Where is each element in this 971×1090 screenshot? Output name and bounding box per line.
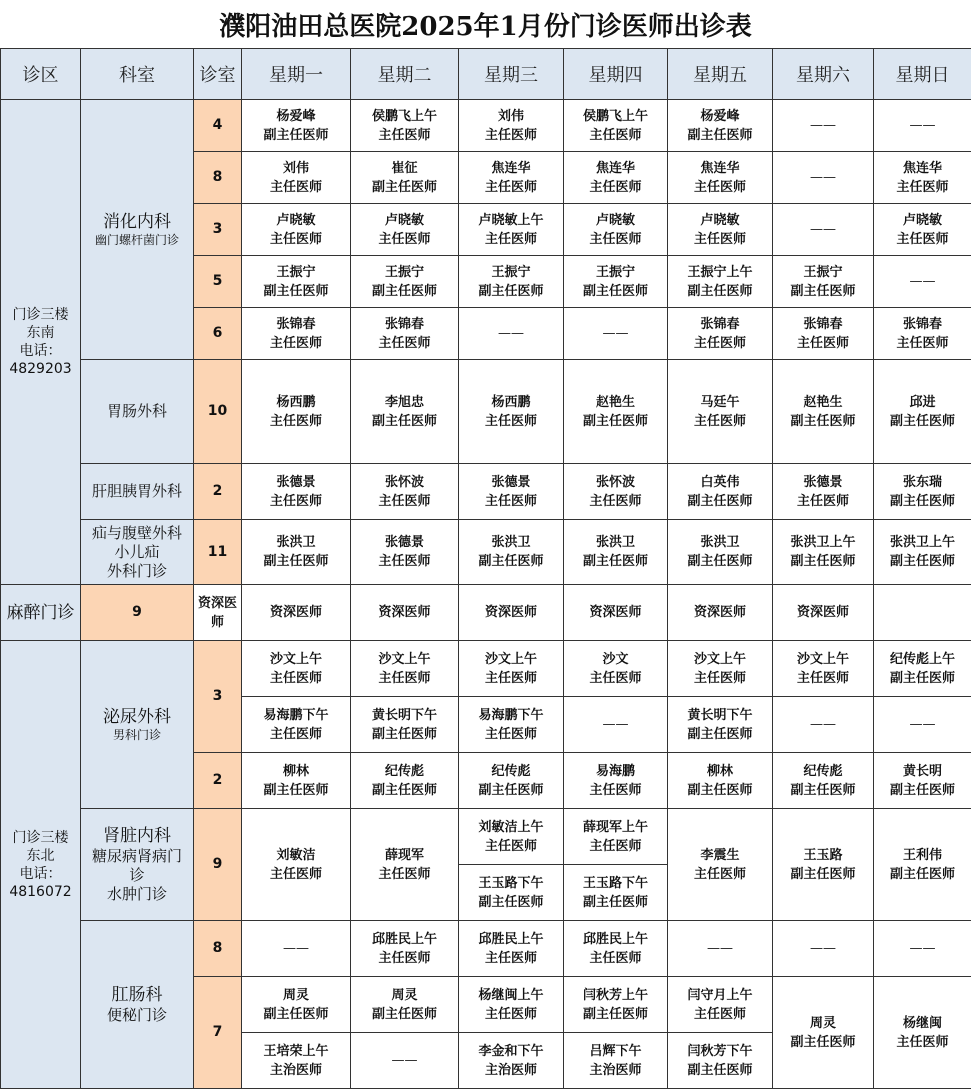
schedule-cell: 沙文上午 主任医师 bbox=[773, 641, 874, 697]
dept-nephro bbox=[81, 809, 194, 921]
schedule-cell: 王振宁 副主任医师 bbox=[773, 256, 874, 308]
schedule-cell: 刘敏洁 主任医师 bbox=[242, 809, 351, 921]
schedule-cell: 王玉路 副主任医师 bbox=[773, 809, 874, 921]
dept-anesth bbox=[1, 585, 81, 641]
schedule-cell: 周灵 副主任医师 bbox=[351, 977, 459, 1033]
schedule-cell: 纪传彪 副主任医师 bbox=[459, 753, 564, 809]
header-thu: 星期四 bbox=[564, 49, 668, 100]
schedule-cell: 张德景 主任医师 bbox=[773, 464, 874, 520]
schedule-cell: 纪传彪上午 副主任医师 bbox=[874, 641, 971, 697]
schedule-cell: 纪传彪 副主任医师 bbox=[773, 753, 874, 809]
schedule-cell: 杨继闽 主任医师 bbox=[874, 977, 971, 1089]
schedule-cell: 资深医师 bbox=[194, 585, 242, 641]
dept-sub: 幽门螺杆菌门诊 bbox=[94, 233, 179, 247]
schedule-cell: 王振宁 副主任医师 bbox=[351, 256, 459, 308]
schedule-cell: 张洪卫上午 副主任医师 bbox=[773, 520, 874, 585]
zone-line: 电话： bbox=[19, 865, 62, 882]
schedule-cell: 吕辉下午 主治医师 bbox=[564, 1033, 668, 1089]
schedule-cell: 张洪卫 副主任医师 bbox=[668, 520, 773, 585]
schedule-cell: 焦连华 主任医师 bbox=[668, 152, 773, 204]
dept-line: 外科门诊 bbox=[106, 561, 167, 580]
room-number: 7 bbox=[194, 977, 242, 1089]
header-wed: 星期三 bbox=[459, 49, 564, 100]
schedule-cell: 卢晓敏 主任医师 bbox=[874, 204, 971, 256]
dept-sub: 便秘门诊 bbox=[106, 1006, 167, 1024]
schedule-cell: 柳林 副主任医师 bbox=[668, 753, 773, 809]
schedule-cell: 王培荣上午 主治医师 bbox=[242, 1033, 351, 1089]
schedule-cell: 王振宁 副主任医师 bbox=[564, 256, 668, 308]
schedule-cell: 卢晓敏 主任医师 bbox=[668, 204, 773, 256]
schedule-cell: 张洪卫上午 副主任医师 bbox=[874, 520, 971, 585]
schedule-cell: 张锦春 主任医师 bbox=[874, 308, 971, 360]
room-number: 10 bbox=[194, 360, 242, 464]
dept-line: 小儿疝 bbox=[114, 542, 160, 561]
dept-gastro bbox=[81, 360, 194, 464]
schedule-cell: 邱胜民上午 主任医师 bbox=[564, 921, 668, 977]
schedule-cell: 黄长明下午 副主任医师 bbox=[351, 697, 459, 753]
zone-phone: 4829203 bbox=[9, 361, 72, 377]
room-number: 2 bbox=[194, 753, 242, 809]
schedule-cell: 资深医师 bbox=[459, 585, 564, 641]
schedule-cell: 张怀波 主任医师 bbox=[564, 464, 668, 520]
schedule-cell: 张锦春 主任医师 bbox=[242, 308, 351, 360]
schedule-cell: 张德景 主任医师 bbox=[242, 464, 351, 520]
room-number: 5 bbox=[194, 256, 242, 308]
schedule-cell: 王振宁上午 副主任医师 bbox=[668, 256, 773, 308]
schedule-cell: 杨继闽上午 主任医师 bbox=[459, 977, 564, 1033]
schedule-cell: 刘伟 主任医师 bbox=[459, 100, 564, 152]
dept-name: 消化内科 bbox=[103, 212, 171, 232]
room-number: 3 bbox=[194, 204, 242, 256]
room-number: 3 bbox=[194, 641, 242, 753]
schedule-cell: 卢晓敏 主任医师 bbox=[242, 204, 351, 256]
schedule-cell: 刘敏洁上午 主任医师 bbox=[459, 809, 564, 865]
dept-urology bbox=[81, 641, 194, 809]
schedule-cell: 资深医师 bbox=[351, 585, 459, 641]
schedule-cell: 沙文上午 主任医师 bbox=[459, 641, 564, 697]
table-row bbox=[1, 464, 971, 520]
schedule-cell: 赵艳生 副主任医师 bbox=[564, 360, 668, 464]
schedule-cell: 闫秋芳下午 副主任医师 bbox=[668, 1033, 773, 1089]
room-number: 2 bbox=[194, 464, 242, 520]
schedule-cell: 赵艳生 副主任医师 bbox=[773, 360, 874, 464]
zone-line: 东南 bbox=[26, 325, 55, 341]
room-number: 11 bbox=[194, 520, 242, 585]
schedule-cell: 资深医师 bbox=[242, 585, 351, 641]
schedule-cell: 张洪卫 副主任医师 bbox=[564, 520, 668, 585]
schedule-cell: 杨西鹏 主任医师 bbox=[242, 360, 351, 464]
dept-hernia bbox=[81, 520, 194, 585]
schedule-cell: 张德景 主任医师 bbox=[351, 520, 459, 585]
schedule-cell: 资深医师 bbox=[564, 585, 668, 641]
zone-line: 东北 bbox=[26, 847, 55, 864]
schedule-cell: 易海鹏下午 主任医师 bbox=[242, 697, 351, 753]
dept-sub: 男科门诊 bbox=[112, 728, 161, 742]
room-number: 8 bbox=[194, 152, 242, 204]
zone-line: 门诊三楼 bbox=[12, 829, 69, 846]
schedule-cell: 张锦春 主任医师 bbox=[351, 308, 459, 360]
schedule-cell: 易海鹏下午 主任医师 bbox=[459, 697, 564, 753]
empty-cell: —— bbox=[351, 1033, 459, 1089]
schedule-cell: 张东瑞 副主任医师 bbox=[874, 464, 971, 520]
schedule-cell: 侯鹏飞上午 主任医师 bbox=[564, 100, 668, 152]
empty-cell: —— bbox=[773, 100, 874, 152]
schedule-cell: 张洪卫 副主任医师 bbox=[242, 520, 351, 585]
schedule-cell: 杨爱峰 副主任医师 bbox=[668, 100, 773, 152]
schedule-cell: 卢晓敏 主任医师 bbox=[564, 204, 668, 256]
schedule-cell: 沙文上午 主任医师 bbox=[351, 641, 459, 697]
schedule-cell: 张锦春 主任医师 bbox=[773, 308, 874, 360]
dept-name: 麻醉门诊 bbox=[6, 602, 75, 623]
empty-cell: —— bbox=[773, 204, 874, 256]
table-row bbox=[1, 921, 971, 977]
schedule-cell: 李旭忠 副主任医师 bbox=[351, 360, 459, 464]
schedule-cell: 易海鹏 主任医师 bbox=[564, 753, 668, 809]
schedule-cell: 张德景 主任医师 bbox=[459, 464, 564, 520]
header-mon: 星期一 bbox=[242, 49, 351, 100]
schedule-cell: 邱胜民上午 主任医师 bbox=[459, 921, 564, 977]
empty-cell: —— bbox=[668, 921, 773, 977]
schedule-cell: 杨西鹏 主任医师 bbox=[459, 360, 564, 464]
schedule-cell: 沙文 主任医师 bbox=[564, 641, 668, 697]
table-row bbox=[1, 809, 971, 865]
schedule-cell: 王玉路下午 副主任医师 bbox=[459, 865, 564, 921]
schedule-cell: 王玉路下午 副主任医师 bbox=[564, 865, 668, 921]
page-title: 濮阳油田总医院2025年1月份门诊医师出诊表 bbox=[219, 11, 752, 42]
room-number: 8 bbox=[194, 921, 242, 977]
header-row bbox=[1, 49, 971, 100]
empty-cell: —— bbox=[564, 308, 668, 360]
schedule-cell: 张怀波 主任医师 bbox=[351, 464, 459, 520]
table-row bbox=[1, 360, 971, 464]
schedule-table bbox=[0, 48, 971, 1089]
table-row bbox=[1, 585, 971, 641]
schedule-cell: 周灵 副主任医师 bbox=[773, 977, 874, 1089]
empty-cell: —— bbox=[773, 697, 874, 753]
schedule-cell: 黄长明 副主任医师 bbox=[874, 753, 971, 809]
empty-cell: —— bbox=[874, 697, 971, 753]
schedule-cell: 张锦春 主任医师 bbox=[668, 308, 773, 360]
schedule-cell: 黄长明下午 副主任医师 bbox=[668, 697, 773, 753]
header-zone: 诊区 bbox=[1, 49, 81, 100]
table-row bbox=[1, 520, 971, 585]
dept-name: 肾脏内科 bbox=[103, 826, 171, 846]
table-row bbox=[1, 100, 971, 152]
schedule-cell: 焦连华 主任医师 bbox=[874, 152, 971, 204]
schedule-cell: 沙文上午 主任医师 bbox=[242, 641, 351, 697]
dept-name: 胃肠外科 bbox=[106, 402, 167, 420]
empty-cell: —— bbox=[459, 308, 564, 360]
schedule-cell: 沙文上午 主任医师 bbox=[668, 641, 773, 697]
empty-cell: —— bbox=[564, 697, 668, 753]
schedule-cell: 资深医师 bbox=[668, 585, 773, 641]
zone-phone: 4816072 bbox=[9, 883, 72, 900]
header-sun: 星期日 bbox=[874, 49, 971, 100]
dept-name: 肛肠科 bbox=[111, 985, 163, 1005]
schedule-cell: 卢晓敏上午 主任医师 bbox=[459, 204, 564, 256]
schedule-cell: 李金和下午 主治医师 bbox=[459, 1033, 564, 1089]
zone-line: 电话： bbox=[19, 343, 62, 359]
dept-digestive bbox=[81, 100, 194, 360]
schedule-cell: 闫秋芳上午 副主任医师 bbox=[564, 977, 668, 1033]
schedule-cell: 王利伟 副主任医师 bbox=[874, 809, 971, 921]
zone-line: 门诊三楼 bbox=[12, 307, 69, 323]
schedule-cell: 马廷午 主任医师 bbox=[668, 360, 773, 464]
schedule-cell: 纪传彪 副主任医师 bbox=[351, 753, 459, 809]
dept-name: 肝胆胰胃外科 bbox=[91, 482, 182, 500]
dept-hepato bbox=[81, 464, 194, 520]
header-fri: 星期五 bbox=[668, 49, 773, 100]
schedule-cell: 李震生 主任医师 bbox=[668, 809, 773, 921]
empty-cell: —— bbox=[242, 921, 351, 977]
room-number: 9 bbox=[81, 585, 194, 641]
schedule-cell: 白英伟 副主任医师 bbox=[668, 464, 773, 520]
table-row bbox=[1, 641, 971, 697]
schedule-cell: 柳林 副主任医师 bbox=[242, 753, 351, 809]
schedule-cell: 薛现军上午 主任医师 bbox=[564, 809, 668, 865]
empty-cell: —— bbox=[773, 152, 874, 204]
schedule-cell: 崔征 副主任医师 bbox=[351, 152, 459, 204]
empty-cell: —— bbox=[874, 256, 971, 308]
schedule-cell: 杨爱峰 副主任医师 bbox=[242, 100, 351, 152]
header-tue: 星期二 bbox=[351, 49, 459, 100]
empty-cell: —— bbox=[874, 100, 971, 152]
dept-sub: 糖尿病肾病门 bbox=[91, 847, 182, 865]
schedule-cell: 闫守月上午 主任医师 bbox=[668, 977, 773, 1033]
dept-sub: 水肿门诊 bbox=[106, 885, 167, 903]
dept-line: 疝与腹壁外科 bbox=[91, 523, 182, 542]
schedule-cell: 资深医师 bbox=[773, 585, 874, 641]
schedule-cell: 邱胜民上午 主任医师 bbox=[351, 921, 459, 977]
schedule-cell: 邱进 副主任医师 bbox=[874, 360, 971, 464]
schedule-cell: 焦连华 主任医师 bbox=[459, 152, 564, 204]
dept-name: 泌尿外科 bbox=[103, 707, 171, 727]
zone-southeast bbox=[1, 100, 81, 585]
schedule-cell: 张洪卫 副主任医师 bbox=[459, 520, 564, 585]
schedule-cell: 卢晓敏 主任医师 bbox=[351, 204, 459, 256]
room-number: 4 bbox=[194, 100, 242, 152]
schedule-cell: 王振宁 副主任医师 bbox=[459, 256, 564, 308]
empty-cell: —— bbox=[773, 921, 874, 977]
dept-anorectal bbox=[81, 921, 194, 1089]
schedule-cell: 王振宁 副主任医师 bbox=[242, 256, 351, 308]
header-room: 诊室 bbox=[194, 49, 242, 100]
schedule-cell: 刘伟 主任医师 bbox=[242, 152, 351, 204]
empty-cell: —— bbox=[874, 921, 971, 977]
room-number: 9 bbox=[194, 809, 242, 921]
schedule-cell: 周灵 副主任医师 bbox=[242, 977, 351, 1033]
dept-sub: 诊 bbox=[129, 866, 145, 884]
header-dept: 科室 bbox=[81, 49, 194, 100]
schedule-cell: 焦连华 主任医师 bbox=[564, 152, 668, 204]
zone-northeast bbox=[1, 641, 81, 1089]
room-number: 6 bbox=[194, 308, 242, 360]
schedule-cell: 薛现军 主任医师 bbox=[351, 809, 459, 921]
header-sat: 星期六 bbox=[773, 49, 874, 100]
schedule-cell: 侯鹏飞上午 主任医师 bbox=[351, 100, 459, 152]
